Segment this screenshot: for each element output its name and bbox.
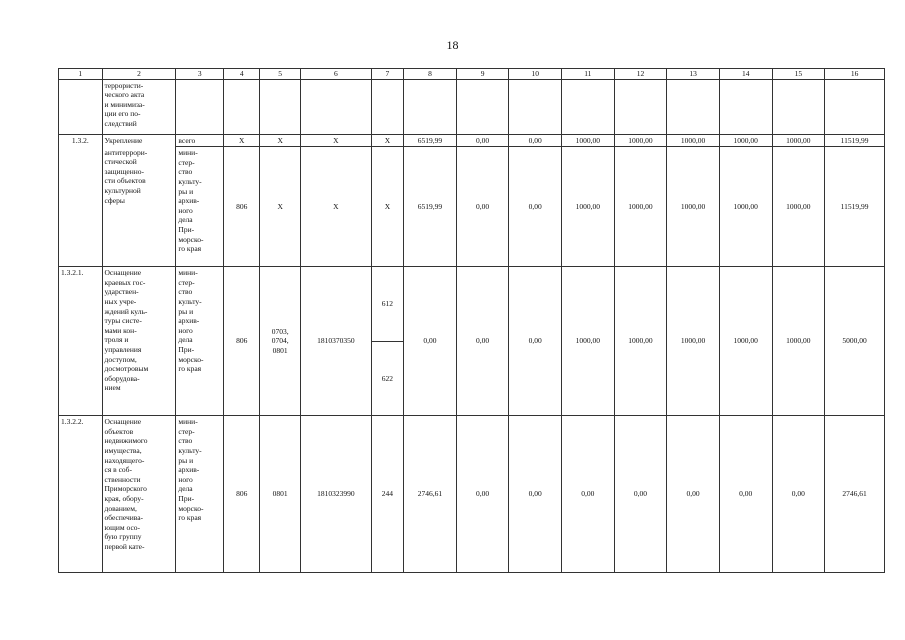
header-cell: 4 — [223, 69, 259, 80]
item-number: 1.3.2.1. — [59, 267, 103, 416]
table-row — [59, 79, 885, 134]
cell: 622 — [381, 373, 394, 383]
cell: 1000,00 — [562, 134, 615, 147]
cell: 806 — [223, 147, 259, 267]
cell: 11519,99 — [825, 147, 885, 267]
cell: 1000,00 — [772, 147, 825, 267]
cell: X — [260, 134, 300, 147]
item-number: 1.3.2.2. — [59, 416, 103, 573]
cell: 0,00 — [614, 416, 667, 573]
header-cell: 6 — [300, 69, 371, 80]
cell: 0703, 0704, 0801 — [260, 267, 300, 416]
cell: X — [300, 134, 371, 147]
cell: 2746,61 — [825, 416, 885, 573]
cell: 0,00 — [456, 267, 509, 416]
budget-table — [58, 68, 885, 573]
cell: 1000,00 — [719, 147, 772, 267]
header-cell: 7 — [371, 69, 403, 80]
cell: 0,00 — [667, 416, 720, 573]
cell: 0,00 — [456, 134, 509, 147]
cell: 0,00 — [456, 416, 509, 573]
executor: мини- стер- ство культу- ры и архив- ного дела При- морско- го края — [176, 416, 224, 573]
cell: 1000,00 — [614, 147, 667, 267]
page-number: 18 — [446, 38, 459, 52]
column-number-row — [59, 69, 885, 80]
header-cell: 9 — [456, 69, 509, 80]
header-cell: 1 — [59, 69, 103, 80]
executor: мини- стер- ство культу- ры и архив- ного дела При- морско- го края — [176, 147, 224, 267]
header-cell: 3 — [176, 69, 224, 80]
cell: 1000,00 — [562, 267, 615, 416]
cell: X — [300, 147, 371, 267]
cell: 0,00 — [562, 416, 615, 573]
item-name: террористи- ческого акта и минимиза- ции его по- следствий — [102, 79, 176, 134]
cell: X — [371, 147, 403, 267]
cell: 0,00 — [509, 147, 562, 267]
item-name: Оснащение объектов недвижимого имущества, находящего- ся в соб- ственности Приморского края, обору- дованием, обеспечива- ющим осо- бую группу первой кате- — [102, 416, 176, 573]
cell: 0,00 — [404, 267, 457, 416]
header-cell: 8 — [404, 69, 457, 80]
table-row — [59, 134, 885, 147]
cell: 0,00 — [509, 134, 562, 147]
header-cell: 14 — [719, 69, 772, 80]
cell: 2746,61 — [404, 416, 457, 573]
cell: 806 — [223, 267, 259, 416]
cell: 0,00 — [509, 416, 562, 573]
cell: 6519,99 — [404, 134, 457, 147]
cell: 0,00 — [456, 147, 509, 267]
header-cell: 2 — [102, 69, 176, 80]
cell: 1000,00 — [614, 134, 667, 147]
cell: X — [223, 134, 259, 147]
table-row — [59, 267, 885, 416]
item-name: Укрепление — [102, 134, 176, 147]
cell: 1810370350 — [300, 267, 371, 416]
cell: 1000,00 — [772, 267, 825, 416]
executor: всего — [176, 134, 224, 147]
cell: 1000,00 — [667, 267, 720, 416]
cell: 0,00 — [509, 267, 562, 416]
cell: 0,00 — [772, 416, 825, 573]
cell: 1000,00 — [614, 267, 667, 416]
cell: X — [371, 134, 403, 147]
table-row — [59, 416, 885, 573]
cell: 5000,00 — [825, 267, 885, 416]
header-cell: 5 — [260, 69, 300, 80]
table-row — [59, 147, 885, 267]
header-cell: 12 — [614, 69, 667, 80]
cell: 1000,00 — [667, 134, 720, 147]
cell: 612 — [372, 267, 403, 342]
cell: 1000,00 — [719, 267, 772, 416]
header-cell: 10 — [509, 69, 562, 80]
cell: 1000,00 — [562, 147, 615, 267]
cell: 6519,99 — [404, 147, 457, 267]
header-cell: 11 — [562, 69, 615, 80]
header-cell: 15 — [772, 69, 825, 80]
cell: 11519,99 — [825, 134, 885, 147]
cell: 806 — [223, 416, 259, 573]
header-cell: 16 — [825, 69, 885, 80]
cell: 0801 — [260, 416, 300, 573]
cell: 0,00 — [719, 416, 772, 573]
expense-type-split — [371, 267, 403, 416]
cell: 1000,00 — [772, 134, 825, 147]
item-name: антитеррори- стической защищенно- сти объектов культурной сферы — [102, 147, 176, 267]
header-cell: 13 — [667, 69, 720, 80]
item-name: Оснащение краевых гос- ударствен- ных учре- ждений куль- туры систе- мами кон- троля и управления доступом, досмотровым оборудова- нием — [102, 267, 176, 416]
cell: 1000,00 — [667, 147, 720, 267]
executor: мини- стер- ство культу- ры и архив- ного дела При- морско- го края — [176, 267, 224, 416]
cell: X — [260, 147, 300, 267]
cell: 1810323990 — [300, 416, 371, 573]
cell: 244 — [371, 416, 403, 573]
cell: 1000,00 — [719, 134, 772, 147]
item-number: 1.3.2. — [59, 134, 103, 267]
